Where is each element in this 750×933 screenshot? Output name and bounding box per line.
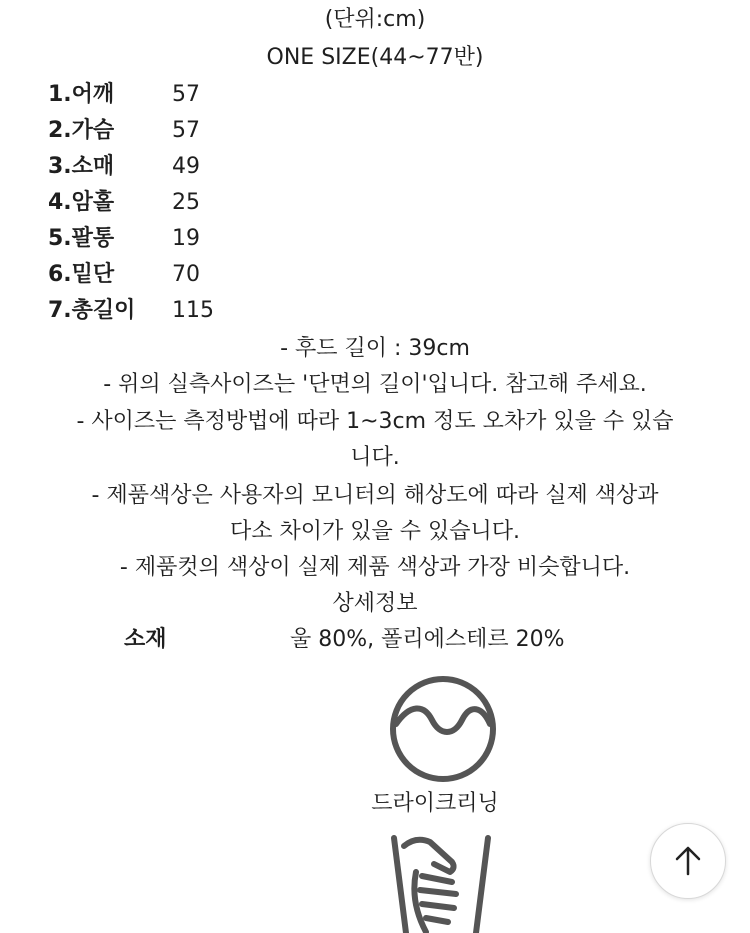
measurement-label: 1.어깨 — [48, 82, 115, 107]
measurement-value: 57 — [172, 82, 200, 107]
note-line: - 위의 실측사이즈는 '단면의 길이'입니다. 참고해 주세요. — [103, 372, 647, 397]
measurement-value: 25 — [172, 190, 200, 215]
measurement-label: 7.총길이 — [48, 298, 136, 323]
note-line: 다소 차이가 있을 수 있습니다. — [230, 519, 520, 544]
material-label: 소재 — [124, 627, 167, 652]
measurement-value: 19 — [172, 226, 200, 251]
measurement-label: 3.소매 — [48, 154, 115, 179]
measurement-label: 5.팔통 — [48, 226, 115, 251]
note-line: - 사이즈는 측정방법에 따라 1~3cm 정도 오차가 있을 수 있습 — [76, 409, 674, 434]
measurement-value: 57 — [172, 118, 200, 143]
note-line: - 제품컷의 색상이 실제 제품 색상과 가장 비슷합니다. — [119, 555, 631, 580]
unit-note: (단위:cm) — [324, 7, 426, 32]
measurement-value: 49 — [172, 154, 200, 179]
hand-wash-icon — [386, 832, 496, 933]
measurement-label: 2.가슴 — [48, 118, 115, 143]
measurement-value: 115 — [172, 298, 214, 323]
measurement-value: 70 — [172, 262, 200, 287]
size-note: ONE SIZE(44~77반) — [266, 45, 484, 70]
dry-clean-label: 드라이크리닝 — [371, 791, 499, 816]
note-line: - 후드 길이 : 39cm — [280, 336, 470, 361]
material-value: 울 80%, 폴리에스테르 20% — [290, 627, 565, 652]
note-line: - 제품색상은 사용자의 모니터의 해상도에 따라 실제 색상과 — [91, 483, 659, 508]
dry-clean-icon — [388, 674, 498, 784]
note-line: 니다. — [350, 445, 400, 470]
scroll-top-button[interactable] — [650, 823, 726, 899]
detail-heading: 상세정보 — [332, 591, 418, 616]
arrow-up-icon — [671, 844, 705, 878]
measurement-label: 4.암홀 — [48, 190, 115, 215]
measurement-label: 6.밑단 — [48, 262, 115, 287]
